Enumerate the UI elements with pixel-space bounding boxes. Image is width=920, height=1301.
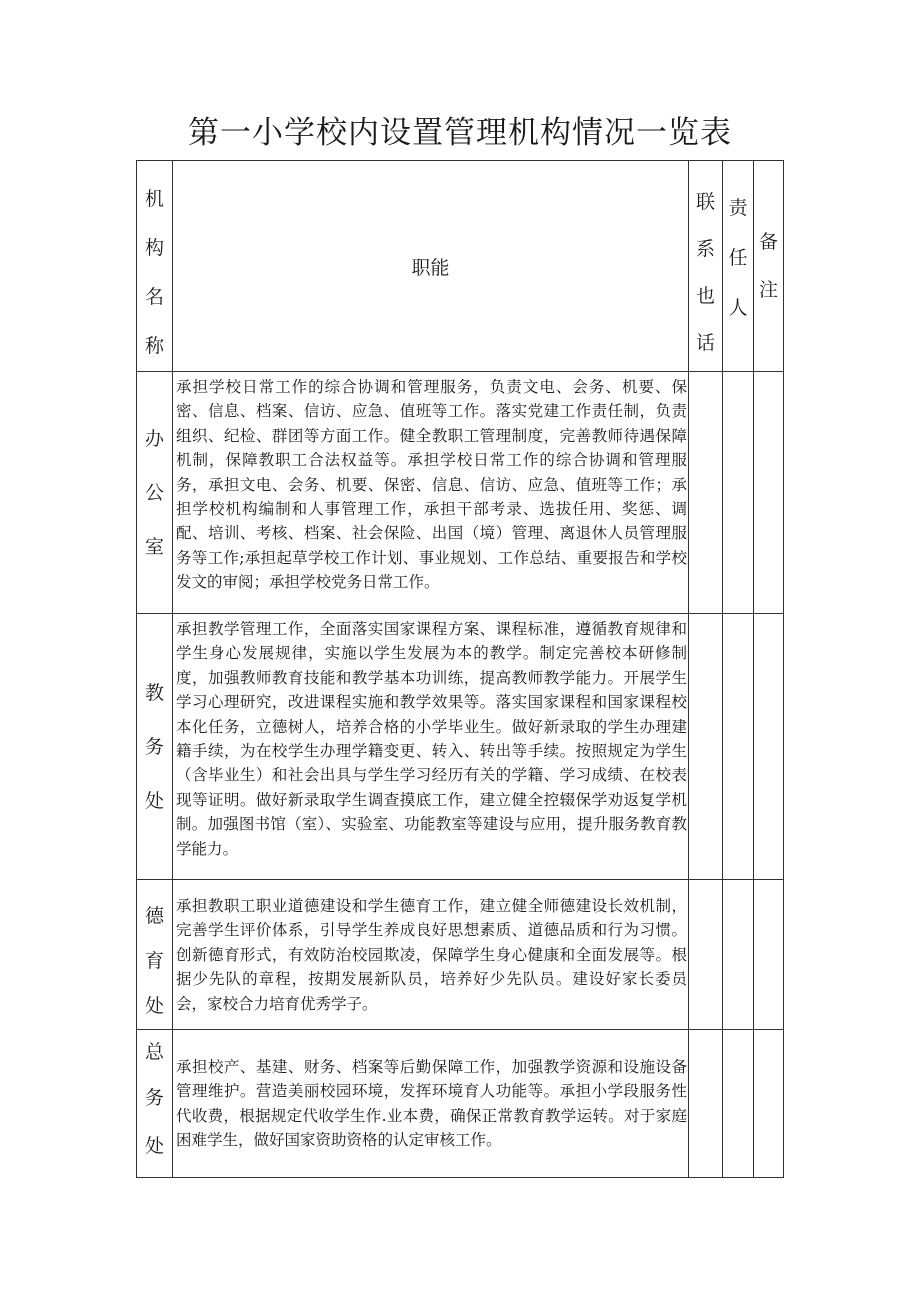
dept-phone (689, 614, 723, 880)
dept-name: 办 公 室 (137, 372, 173, 614)
table-row (137, 372, 784, 614)
dept-function: 承担学校日常工作的综合协调和管理服务，负责文电、会务、机要、保密、信息、档案、信访、应急、值班等工作。落实党建工作责任制，负责组织、纪检、群团等方面工作。健全教职工管理制度，完善教师待遇保障机制，保障教职工合法权益等。承担学校日常工作的综合协调和管理服务，承担文电、会务、机要、保密、信息、信访、应急、值班等工作；承担学校机构编制和人事管理工作，承担干部考录、选拔任用、奖惩、调配、培训、考核、档案、社会保险、出国（境）管理、离退休人员管理服务等工作;承担起草学校工作计划、事业规划、工作总结、重要报告和学校发文的审阅；承担学校党务日常工作。 (173, 372, 689, 614)
dept-responsible (723, 1030, 754, 1178)
table-row (137, 880, 784, 1030)
dept-responsible (723, 614, 754, 880)
dept-note (754, 372, 784, 614)
header-responsible: 责 任 人 (723, 161, 754, 372)
dept-function: 承担教学管理工作，全面落实国家课程方案、课程标准，遵循教育规律和学生身心发展规律，实施以学生发展为本的教学。制定完善校本研修制度，加强教师教育技能和教学基本功训练，提高教师教学能力。开展学生学习心理研究，改进课程实施和教学效果等。落实国家课程和国家课程校本化任务，立德树人，培养合格的小学毕业生。做好新录取的学生办理建籍手续，为在校学生办理学籍变更、转入、转出等手续。按照规定为学生（含毕业生）和社会出具与学生学习经历有关的学籍、学习成绩、在校表现等证明。做好新录取学生调查摸底工作，建立健全控辍保学劝返复学机制。加强图书馆（室）、实验室、功能教室等建设与应用，提升服务教育教学能力。 (173, 614, 689, 880)
page-title: 第一小学校内设置管理机构情况一览表 (188, 115, 732, 151)
dept-note (754, 614, 784, 880)
dept-phone (689, 880, 723, 1030)
dept-name: 总 务 处 (137, 1030, 173, 1178)
header-function: 职能 (173, 161, 689, 372)
dept-note (754, 1030, 784, 1178)
dept-name: 教 务 处 (137, 614, 173, 880)
header-row (137, 161, 784, 372)
header-org-name: 机 构 名 称 (137, 161, 173, 372)
header-note: 备 注 (754, 161, 784, 372)
dept-responsible (723, 880, 754, 1030)
dept-function: 承担校产、基建、财务、档案等后勤保障工作，加强教学资源和设施设备管理维护。营造美丽校园环境，发挥环境育人功能等。承担小学段服务性代收费，根据规定代收学生作.业本费，确保正常教育教学运转。对于家庭困难学生，做好国家资助资格的认定审核工作。 (173, 1030, 689, 1178)
dept-phone (689, 1030, 723, 1178)
header-phone: 联 系 也 话 (689, 161, 723, 372)
table-row (137, 614, 784, 880)
org-table (136, 160, 784, 1178)
dept-name: 德 育 处 (137, 880, 173, 1030)
table-row (137, 1030, 784, 1178)
dept-phone (689, 372, 723, 614)
dept-function: 承担教职工职业道德建设和学生德育工作，建立健全师德建设长效机制，完善学生评价体系，引导学生养成良好思想素质、道德品质和行为习惯。创新德育形式，有效防治校园欺凌，保障学生身心健康和全面发展等。根据少先队的章程，按期发展新队员，培养好少先队员。建设好家长委员会，家校合力培育优秀学子。 (173, 880, 689, 1030)
dept-responsible (723, 372, 754, 614)
dept-note (754, 880, 784, 1030)
